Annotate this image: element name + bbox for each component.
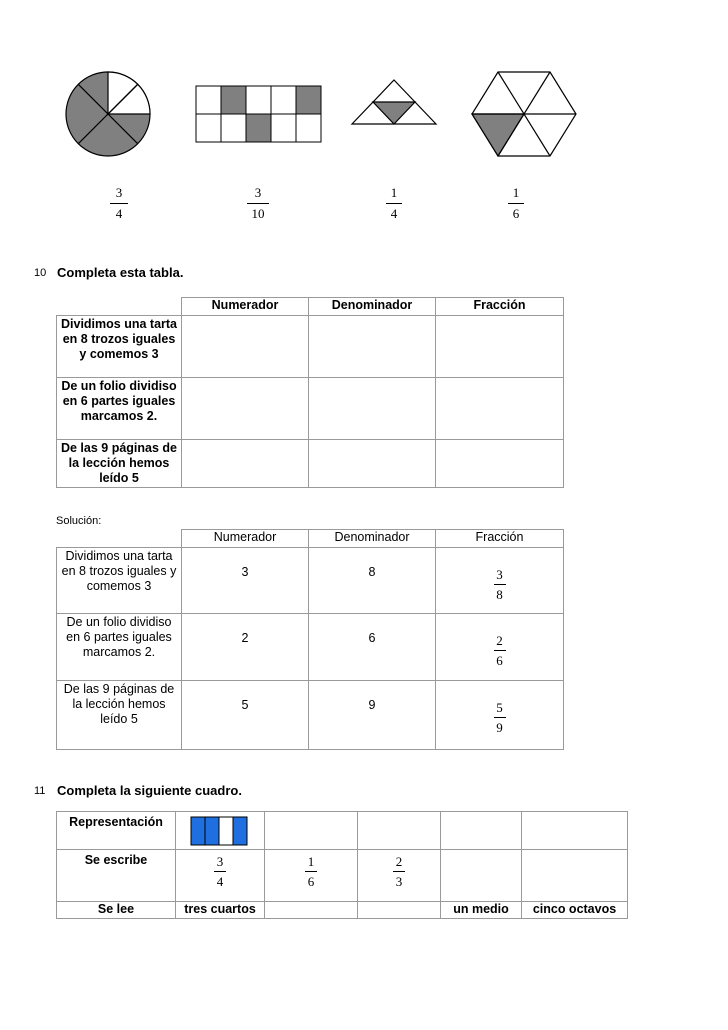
answer-cell[interactable] — [441, 812, 522, 850]
row-label: Dividimos una tarta en 8 trozos iguales y comemos 3 — [57, 548, 182, 614]
rectangle-grid-figure — [194, 84, 324, 144]
answer-cell[interactable] — [436, 378, 564, 440]
circle-fraction-figure — [60, 70, 160, 160]
denominator: 6 — [496, 653, 503, 668]
answer-cell[interactable] — [436, 316, 564, 378]
row-label: Dividimos una tarta en 8 trozos iguales y comemos 3 — [57, 316, 182, 378]
denominator: 4 — [216, 874, 224, 889]
header-denominador: Denominador — [309, 298, 436, 316]
answer-cell[interactable] — [309, 316, 436, 378]
read-cell[interactable] — [358, 902, 441, 919]
question-number-10: 10 — [34, 267, 47, 279]
numerator: 1 — [512, 185, 520, 200]
denominator: 10 — [251, 206, 265, 221]
numerator: 1 — [307, 854, 315, 869]
question-11-title: Completa la siguiente cuadro. — [57, 783, 242, 798]
numerator: 3 — [496, 567, 503, 582]
empty-corner — [57, 298, 182, 316]
row-label: De un folio dividiso en 6 partes iguales marcamos 2. — [57, 614, 182, 681]
fraction-bar-figure — [190, 816, 250, 846]
answer-cell[interactable] — [182, 316, 309, 378]
representation-cell — [176, 812, 265, 850]
denominator: 3 — [395, 874, 403, 889]
numerator: 3 — [115, 185, 123, 200]
denominator: 6 — [307, 874, 315, 889]
header-denominador: Denominador — [309, 530, 436, 548]
numerator: 5 — [496, 700, 503, 715]
read-cell: un medio — [441, 902, 522, 919]
header-fraccion: Fracción — [436, 530, 564, 548]
answer-cell[interactable] — [522, 812, 628, 850]
hexagon-fraction-figure — [470, 68, 580, 160]
row-label-se-escribe: Se escribe — [57, 850, 176, 902]
written-fraction-cell — [176, 850, 265, 902]
fraction-label-3 — [386, 185, 402, 222]
read-cell: tres cuartos — [176, 902, 265, 919]
answer-cell[interactable] — [441, 850, 522, 902]
answer-cell[interactable] — [182, 440, 309, 488]
answer-cell[interactable] — [309, 378, 436, 440]
written-fraction-cell — [265, 850, 358, 902]
numerator: 3 — [254, 185, 262, 200]
solution-table — [56, 529, 564, 750]
denominator: 4 — [115, 206, 123, 221]
written-fraction-cell — [358, 850, 441, 902]
solution-label: Solución: — [56, 515, 102, 527]
fraction-cell — [436, 614, 564, 681]
fraction-label-1 — [110, 185, 128, 222]
header-fraccion: Fracción — [436, 298, 564, 316]
denominator: 9 — [496, 720, 503, 735]
header-numerador: Numerador — [182, 298, 309, 316]
numerator: 2 — [496, 633, 503, 648]
numerator: 1 — [390, 185, 398, 200]
header-numerador: Numerador — [182, 530, 309, 548]
triangle-fraction-figure — [350, 76, 440, 128]
row-label: De las 9 páginas de la lección hemos leído 5 — [57, 681, 182, 750]
row-label: De las 9 páginas de la lección hemos leído 5 — [57, 440, 182, 488]
denominator-value: 6 — [309, 614, 436, 681]
row-label-representacion: Representación — [57, 812, 176, 850]
denominator-value: 9 — [309, 681, 436, 750]
denominator: 6 — [512, 206, 520, 221]
read-cell[interactable] — [265, 902, 358, 919]
numerator: 2 — [395, 854, 403, 869]
empty-corner — [57, 530, 182, 548]
row-label: De un folio dividiso en 6 partes iguales marcamos 2. — [57, 378, 182, 440]
denominator-value: 8 — [309, 548, 436, 614]
fraction-cell — [436, 548, 564, 614]
numerator-value: 5 — [182, 681, 309, 750]
fraction-representation-table — [56, 811, 628, 919]
fraction-label-4 — [508, 185, 524, 222]
question-number-11: 11 — [34, 785, 46, 797]
fraction-cell — [436, 681, 564, 750]
answer-cell[interactable] — [522, 850, 628, 902]
answer-cell[interactable] — [358, 812, 441, 850]
read-cell: cinco octavos — [522, 902, 628, 919]
row-label-se-lee: Se lee — [57, 902, 176, 919]
fraction-exercise-table — [56, 297, 564, 488]
numerator-value: 3 — [182, 548, 309, 614]
denominator: 8 — [496, 587, 503, 602]
fraction-label-2 — [247, 185, 269, 222]
question-10-title: Completa esta tabla. — [57, 265, 184, 280]
numerator: 3 — [216, 854, 224, 869]
numerator-value: 2 — [182, 614, 309, 681]
answer-cell[interactable] — [182, 378, 309, 440]
answer-cell[interactable] — [265, 812, 358, 850]
denominator: 4 — [390, 206, 398, 221]
answer-cell[interactable] — [309, 440, 436, 488]
answer-cell[interactable] — [436, 440, 564, 488]
